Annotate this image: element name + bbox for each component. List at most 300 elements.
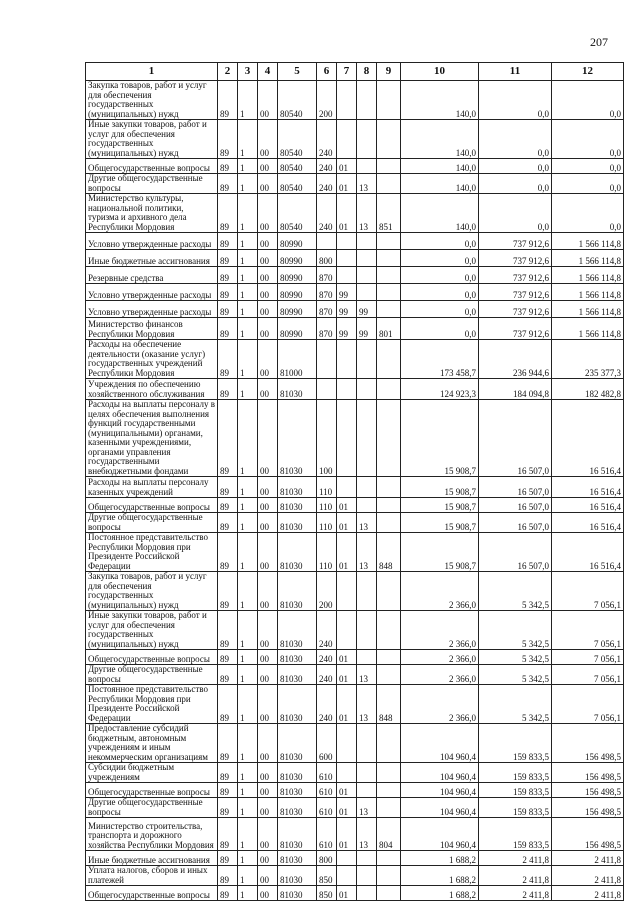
code-cell: 1 (238, 267, 258, 284)
amount-cell: 5 342,5 (479, 685, 552, 724)
code-cell (357, 498, 377, 513)
code-cell: 81030 (278, 798, 317, 818)
code-cell: 13 (357, 174, 377, 194)
code-cell (377, 379, 401, 400)
amount-cell: 1 566 114,8 (552, 233, 624, 250)
code-cell: 89 (218, 233, 238, 250)
code-cell (377, 851, 401, 866)
code-cell: 89 (218, 665, 238, 685)
amount-cell: 5 342,5 (479, 650, 552, 665)
code-cell: 13 (357, 513, 377, 533)
code-cell: 870 (317, 284, 337, 301)
code-cell: 1 (238, 611, 258, 650)
amount-cell: 140,0 (401, 120, 479, 159)
code-cell: 1 (238, 340, 258, 379)
amount-cell: 2 411,8 (552, 851, 624, 866)
amount-cell: 0,0 (401, 284, 479, 301)
code-cell: 240 (317, 650, 337, 665)
code-cell (357, 650, 377, 665)
table-row (86, 81, 624, 120)
code-cell: 80990 (278, 250, 317, 267)
code-cell: 240 (317, 685, 337, 724)
amount-cell: 104 960,4 (401, 763, 479, 783)
row-name-cell: Общегосударственные вопросы (86, 886, 218, 901)
row-name-cell: Расходы на выплаты персоналу в целях обеспечения выполнения функций государственными (муниципальными) органами, казенными учреждениями, органами управления государственными внебюджетными фондами (86, 400, 218, 477)
amount-cell: 173 458,7 (401, 340, 479, 379)
amount-cell: 104 960,4 (401, 724, 479, 763)
code-cell (357, 572, 377, 611)
amount-cell: 5 342,5 (479, 572, 552, 611)
code-cell: 1 (238, 533, 258, 572)
code-cell: 81030 (278, 685, 317, 724)
row-name-cell: Закупка товаров, работ и услуг для обеспечения государственных (муниципальных) нужд (86, 81, 218, 120)
code-cell: 89 (218, 783, 238, 798)
row-name-cell: Иные закупки товаров, работ и услуг для обеспечения государственных (муниципальных) нужд (86, 611, 218, 650)
amount-cell: 2 366,0 (401, 665, 479, 685)
amount-cell: 16 516,4 (552, 498, 624, 513)
code-cell: 89 (218, 650, 238, 665)
code-cell (377, 866, 401, 886)
amount-cell: 2 366,0 (401, 572, 479, 611)
code-cell: 00 (258, 572, 278, 611)
amount-cell: 156 498,5 (552, 818, 624, 851)
code-cell (377, 513, 401, 533)
amount-cell: 156 498,5 (552, 763, 624, 783)
code-cell: 13 (357, 194, 377, 233)
code-cell (377, 650, 401, 665)
amount-cell: 737 912,6 (479, 284, 552, 301)
code-cell: 240 (317, 611, 337, 650)
amount-cell: 1 688,2 (401, 886, 479, 901)
row-name-cell: Другие общегосударственные вопросы (86, 665, 218, 685)
code-cell: 13 (357, 798, 377, 818)
table-header-row (86, 63, 624, 81)
column-header: 9 (377, 63, 401, 81)
amount-cell: 2 366,0 (401, 611, 479, 650)
row-name-cell: Расходы на обеспечение деятельности (оказание услуг) государственных учреждений Республики Мордовия (86, 340, 218, 379)
table-row (86, 120, 624, 159)
code-cell: 89 (218, 498, 238, 513)
amount-cell: 5 342,5 (479, 665, 552, 685)
code-cell: 89 (218, 174, 238, 194)
code-cell (377, 250, 401, 267)
code-cell: 89 (218, 818, 238, 851)
table-row (86, 194, 624, 233)
code-cell: 1 (238, 685, 258, 724)
code-cell: 01 (337, 650, 357, 665)
code-cell: 1 (238, 379, 258, 400)
code-cell (337, 233, 357, 250)
code-cell (377, 783, 401, 798)
table-row (86, 513, 624, 533)
code-cell: 610 (317, 763, 337, 783)
code-cell: 89 (218, 477, 238, 498)
column-header: 4 (258, 63, 278, 81)
code-cell (357, 851, 377, 866)
code-cell: 240 (317, 120, 337, 159)
amount-cell: 159 833,5 (479, 818, 552, 851)
code-cell: 200 (317, 81, 337, 120)
code-cell: 80540 (278, 81, 317, 120)
row-name-cell: Иные закупки товаров, работ и услуг для обеспечения государственных (муниципальных) нужд (86, 120, 218, 159)
code-cell (357, 120, 377, 159)
code-cell: 13 (357, 685, 377, 724)
code-cell: 00 (258, 685, 278, 724)
code-cell: 00 (258, 724, 278, 763)
code-cell: 00 (258, 611, 278, 650)
code-cell: 01 (337, 194, 357, 233)
code-cell (357, 866, 377, 886)
code-cell: 1 (238, 159, 258, 174)
column-header: 1 (86, 63, 218, 81)
table-row (86, 818, 624, 851)
code-cell (337, 611, 357, 650)
code-cell: 1 (238, 284, 258, 301)
amount-cell: 0,0 (479, 174, 552, 194)
code-cell: 81030 (278, 851, 317, 866)
code-cell: 851 (377, 194, 401, 233)
row-name-cell: Предоставление субсидий бюджетным, автономным учреждениям и иным некоммерческим организациям (86, 724, 218, 763)
amount-cell: 124 923,3 (401, 379, 479, 400)
table-row (86, 379, 624, 400)
table-row (86, 783, 624, 798)
table-row (86, 400, 624, 477)
code-cell: 200 (317, 572, 337, 611)
amount-cell: 156 498,5 (552, 724, 624, 763)
code-cell: 870 (317, 318, 337, 340)
code-cell: 81030 (278, 477, 317, 498)
code-cell: 110 (317, 533, 337, 572)
code-cell: 00 (258, 665, 278, 685)
amount-cell: 2 366,0 (401, 650, 479, 665)
code-cell: 99 (357, 301, 377, 318)
code-cell (337, 400, 357, 477)
amount-cell: 16 516,4 (552, 533, 624, 572)
code-cell (377, 81, 401, 120)
code-cell: 00 (258, 194, 278, 233)
row-name-cell: Иные бюджетные ассигнования (86, 250, 218, 267)
amount-cell: 16 516,4 (552, 513, 624, 533)
code-cell: 240 (317, 159, 337, 174)
code-cell: 13 (357, 818, 377, 851)
code-cell: 81030 (278, 886, 317, 901)
code-cell: 01 (337, 159, 357, 174)
table-row (86, 611, 624, 650)
code-cell (317, 233, 337, 250)
amount-cell: 16 516,4 (552, 400, 624, 477)
code-cell (377, 233, 401, 250)
amount-cell: 0,0 (552, 120, 624, 159)
amount-cell: 184 094,8 (479, 379, 552, 400)
code-cell: 850 (317, 886, 337, 901)
code-cell: 89 (218, 194, 238, 233)
code-cell: 89 (218, 400, 238, 477)
code-cell (357, 284, 377, 301)
code-cell: 80540 (278, 159, 317, 174)
amount-cell: 737 912,6 (479, 267, 552, 284)
code-cell: 01 (337, 665, 357, 685)
amount-cell: 0,0 (401, 250, 479, 267)
code-cell: 99 (337, 301, 357, 318)
code-cell: 01 (337, 886, 357, 901)
code-cell: 81030 (278, 763, 317, 783)
code-cell: 848 (377, 533, 401, 572)
amount-cell: 5 342,5 (479, 611, 552, 650)
code-cell: 81030 (278, 400, 317, 477)
code-cell (337, 81, 357, 120)
amount-cell: 15 908,7 (401, 513, 479, 533)
code-cell: 89 (218, 866, 238, 886)
code-cell: 99 (337, 284, 357, 301)
code-cell: 89 (218, 724, 238, 763)
table-row (86, 763, 624, 783)
row-name-cell: Расходы на выплаты персоналу казенных учреждений (86, 477, 218, 498)
column-header: 11 (479, 63, 552, 81)
amount-cell: 2 411,8 (479, 851, 552, 866)
table-row (86, 665, 624, 685)
code-cell: 1 (238, 783, 258, 798)
code-cell: 80990 (278, 284, 317, 301)
amount-cell: 16 516,4 (552, 477, 624, 498)
amount-cell: 0,0 (401, 233, 479, 250)
code-cell: 800 (317, 250, 337, 267)
code-cell: 89 (218, 685, 238, 724)
amount-cell: 2 366,0 (401, 685, 479, 724)
table-row (86, 798, 624, 818)
code-cell: 89 (218, 340, 238, 379)
amount-cell: 7 056,1 (552, 572, 624, 611)
code-cell: 89 (218, 533, 238, 572)
amount-cell: 159 833,5 (479, 763, 552, 783)
code-cell: 99 (357, 318, 377, 340)
code-cell: 89 (218, 267, 238, 284)
code-cell (317, 379, 337, 400)
code-cell: 1 (238, 318, 258, 340)
row-name-cell: Условно утвержденные расходы (86, 284, 218, 301)
table-row (86, 724, 624, 763)
code-cell (357, 783, 377, 798)
amount-cell: 104 960,4 (401, 818, 479, 851)
amount-cell: 16 507,0 (479, 533, 552, 572)
code-cell: 804 (377, 818, 401, 851)
amount-cell: 0,0 (552, 81, 624, 120)
code-cell: 81030 (278, 572, 317, 611)
table-row (86, 533, 624, 572)
code-cell: 00 (258, 250, 278, 267)
code-cell: 1 (238, 886, 258, 901)
amount-cell: 7 056,1 (552, 611, 624, 650)
amount-cell: 235 377,3 (552, 340, 624, 379)
code-cell: 1 (238, 81, 258, 120)
amount-cell: 159 833,5 (479, 798, 552, 818)
code-cell: 89 (218, 886, 238, 901)
code-cell (357, 379, 377, 400)
code-cell: 00 (258, 400, 278, 477)
row-name-cell: Иные бюджетные ассигнования (86, 851, 218, 866)
row-name-cell: Общегосударственные вопросы (86, 498, 218, 513)
code-cell: 80990 (278, 267, 317, 284)
amount-cell: 0,0 (552, 174, 624, 194)
amount-cell: 16 507,0 (479, 477, 552, 498)
code-cell (377, 477, 401, 498)
code-cell (337, 724, 357, 763)
code-cell: 100 (317, 400, 337, 477)
code-cell: 80990 (278, 301, 317, 318)
amount-cell: 737 912,6 (479, 233, 552, 250)
amount-cell: 0,0 (479, 159, 552, 174)
amount-cell: 0,0 (552, 194, 624, 233)
code-cell (377, 400, 401, 477)
table-row (86, 340, 624, 379)
row-name-cell: Резервные средства (86, 267, 218, 284)
code-cell (357, 159, 377, 174)
code-cell: 81030 (278, 513, 317, 533)
code-cell: 81030 (278, 379, 317, 400)
code-cell (377, 665, 401, 685)
code-cell (357, 250, 377, 267)
amount-cell: 0,0 (479, 120, 552, 159)
code-cell: 00 (258, 783, 278, 798)
table-row (86, 650, 624, 665)
code-cell: 00 (258, 798, 278, 818)
budget-table (85, 62, 624, 901)
code-cell (337, 379, 357, 400)
row-name-cell: Субсидии бюджетным учреждениям (86, 763, 218, 783)
column-header: 7 (337, 63, 357, 81)
amount-cell: 0,0 (479, 194, 552, 233)
amount-cell: 15 908,7 (401, 498, 479, 513)
code-cell: 81030 (278, 724, 317, 763)
table-row (86, 233, 624, 250)
code-cell: 870 (317, 267, 337, 284)
amount-cell: 737 912,6 (479, 250, 552, 267)
code-cell: 13 (357, 533, 377, 572)
code-cell: 81030 (278, 498, 317, 513)
code-cell (377, 267, 401, 284)
amount-cell: 16 507,0 (479, 400, 552, 477)
code-cell: 1 (238, 194, 258, 233)
code-cell (357, 340, 377, 379)
code-cell (377, 886, 401, 901)
amount-cell: 0,0 (401, 267, 479, 284)
code-cell: 00 (258, 318, 278, 340)
amount-cell: 104 960,4 (401, 798, 479, 818)
row-name-cell: Общегосударственные вопросы (86, 650, 218, 665)
amount-cell: 15 908,7 (401, 533, 479, 572)
code-cell: 00 (258, 763, 278, 783)
code-cell: 1 (238, 851, 258, 866)
code-cell: 110 (317, 498, 337, 513)
table-row (86, 159, 624, 174)
column-header: 10 (401, 63, 479, 81)
code-cell: 1 (238, 498, 258, 513)
code-cell: 01 (337, 685, 357, 724)
code-cell (377, 798, 401, 818)
code-cell: 1 (238, 818, 258, 851)
amount-cell: 159 833,5 (479, 724, 552, 763)
table-row (86, 301, 624, 318)
row-name-cell: Другие общегосударственные вопросы (86, 513, 218, 533)
code-cell: 00 (258, 513, 278, 533)
code-cell: 00 (258, 851, 278, 866)
row-name-cell: Постоянное представительство Республики Мордовия при Президенте Российской Федерации (86, 533, 218, 572)
code-cell: 1 (238, 724, 258, 763)
code-cell: 1 (238, 665, 258, 685)
amount-cell: 0,0 (479, 81, 552, 120)
code-cell: 870 (317, 301, 337, 318)
code-cell: 00 (258, 233, 278, 250)
column-header: 8 (357, 63, 377, 81)
code-cell (357, 400, 377, 477)
code-cell: 850 (317, 866, 337, 886)
code-cell (337, 267, 357, 284)
row-name-cell: Закупка товаров, работ и услуг для обеспечения государственных (муниципальных) нужд (86, 572, 218, 611)
code-cell (337, 572, 357, 611)
code-cell: 1 (238, 798, 258, 818)
code-cell: 1 (238, 477, 258, 498)
code-cell: 00 (258, 866, 278, 886)
amount-cell: 1 566 114,8 (552, 267, 624, 284)
code-cell: 1 (238, 513, 258, 533)
code-cell (337, 866, 357, 886)
code-cell (337, 120, 357, 159)
code-cell: 240 (317, 665, 337, 685)
amount-cell: 156 498,5 (552, 798, 624, 818)
code-cell: 610 (317, 818, 337, 851)
code-cell: 240 (317, 194, 337, 233)
code-cell: 00 (258, 498, 278, 513)
amount-cell: 737 912,6 (479, 318, 552, 340)
code-cell (357, 267, 377, 284)
code-cell (337, 851, 357, 866)
code-cell: 848 (377, 685, 401, 724)
code-cell: 1 (238, 250, 258, 267)
code-cell: 1 (238, 572, 258, 611)
code-cell: 80540 (278, 194, 317, 233)
amount-cell: 1 688,2 (401, 866, 479, 886)
table-row (86, 886, 624, 901)
amount-cell: 156 498,5 (552, 783, 624, 798)
code-cell: 610 (317, 783, 337, 798)
amount-cell: 159 833,5 (479, 783, 552, 798)
table-row (86, 851, 624, 866)
code-cell: 80540 (278, 120, 317, 159)
amount-cell: 7 056,1 (552, 685, 624, 724)
code-cell: 01 (337, 818, 357, 851)
code-cell (337, 250, 357, 267)
code-cell (377, 611, 401, 650)
code-cell: 80990 (278, 318, 317, 340)
amount-cell: 140,0 (401, 159, 479, 174)
code-cell: 110 (317, 513, 337, 533)
table-row (86, 498, 624, 513)
amount-cell: 0,0 (552, 159, 624, 174)
amount-cell: 16 507,0 (479, 513, 552, 533)
code-cell (377, 340, 401, 379)
code-cell (377, 763, 401, 783)
row-name-cell: Учреждения по обеспечению хозяйственного обслуживания (86, 379, 218, 400)
code-cell: 89 (218, 798, 238, 818)
amount-cell: 2 411,8 (479, 886, 552, 901)
code-cell: 81030 (278, 665, 317, 685)
code-cell: 1 (238, 866, 258, 886)
code-cell: 110 (317, 477, 337, 498)
code-cell (357, 724, 377, 763)
row-name-cell: Министерство финансов Республики Мордовия (86, 318, 218, 340)
table-body (86, 81, 624, 901)
code-cell: 00 (258, 379, 278, 400)
code-cell: 00 (258, 81, 278, 120)
